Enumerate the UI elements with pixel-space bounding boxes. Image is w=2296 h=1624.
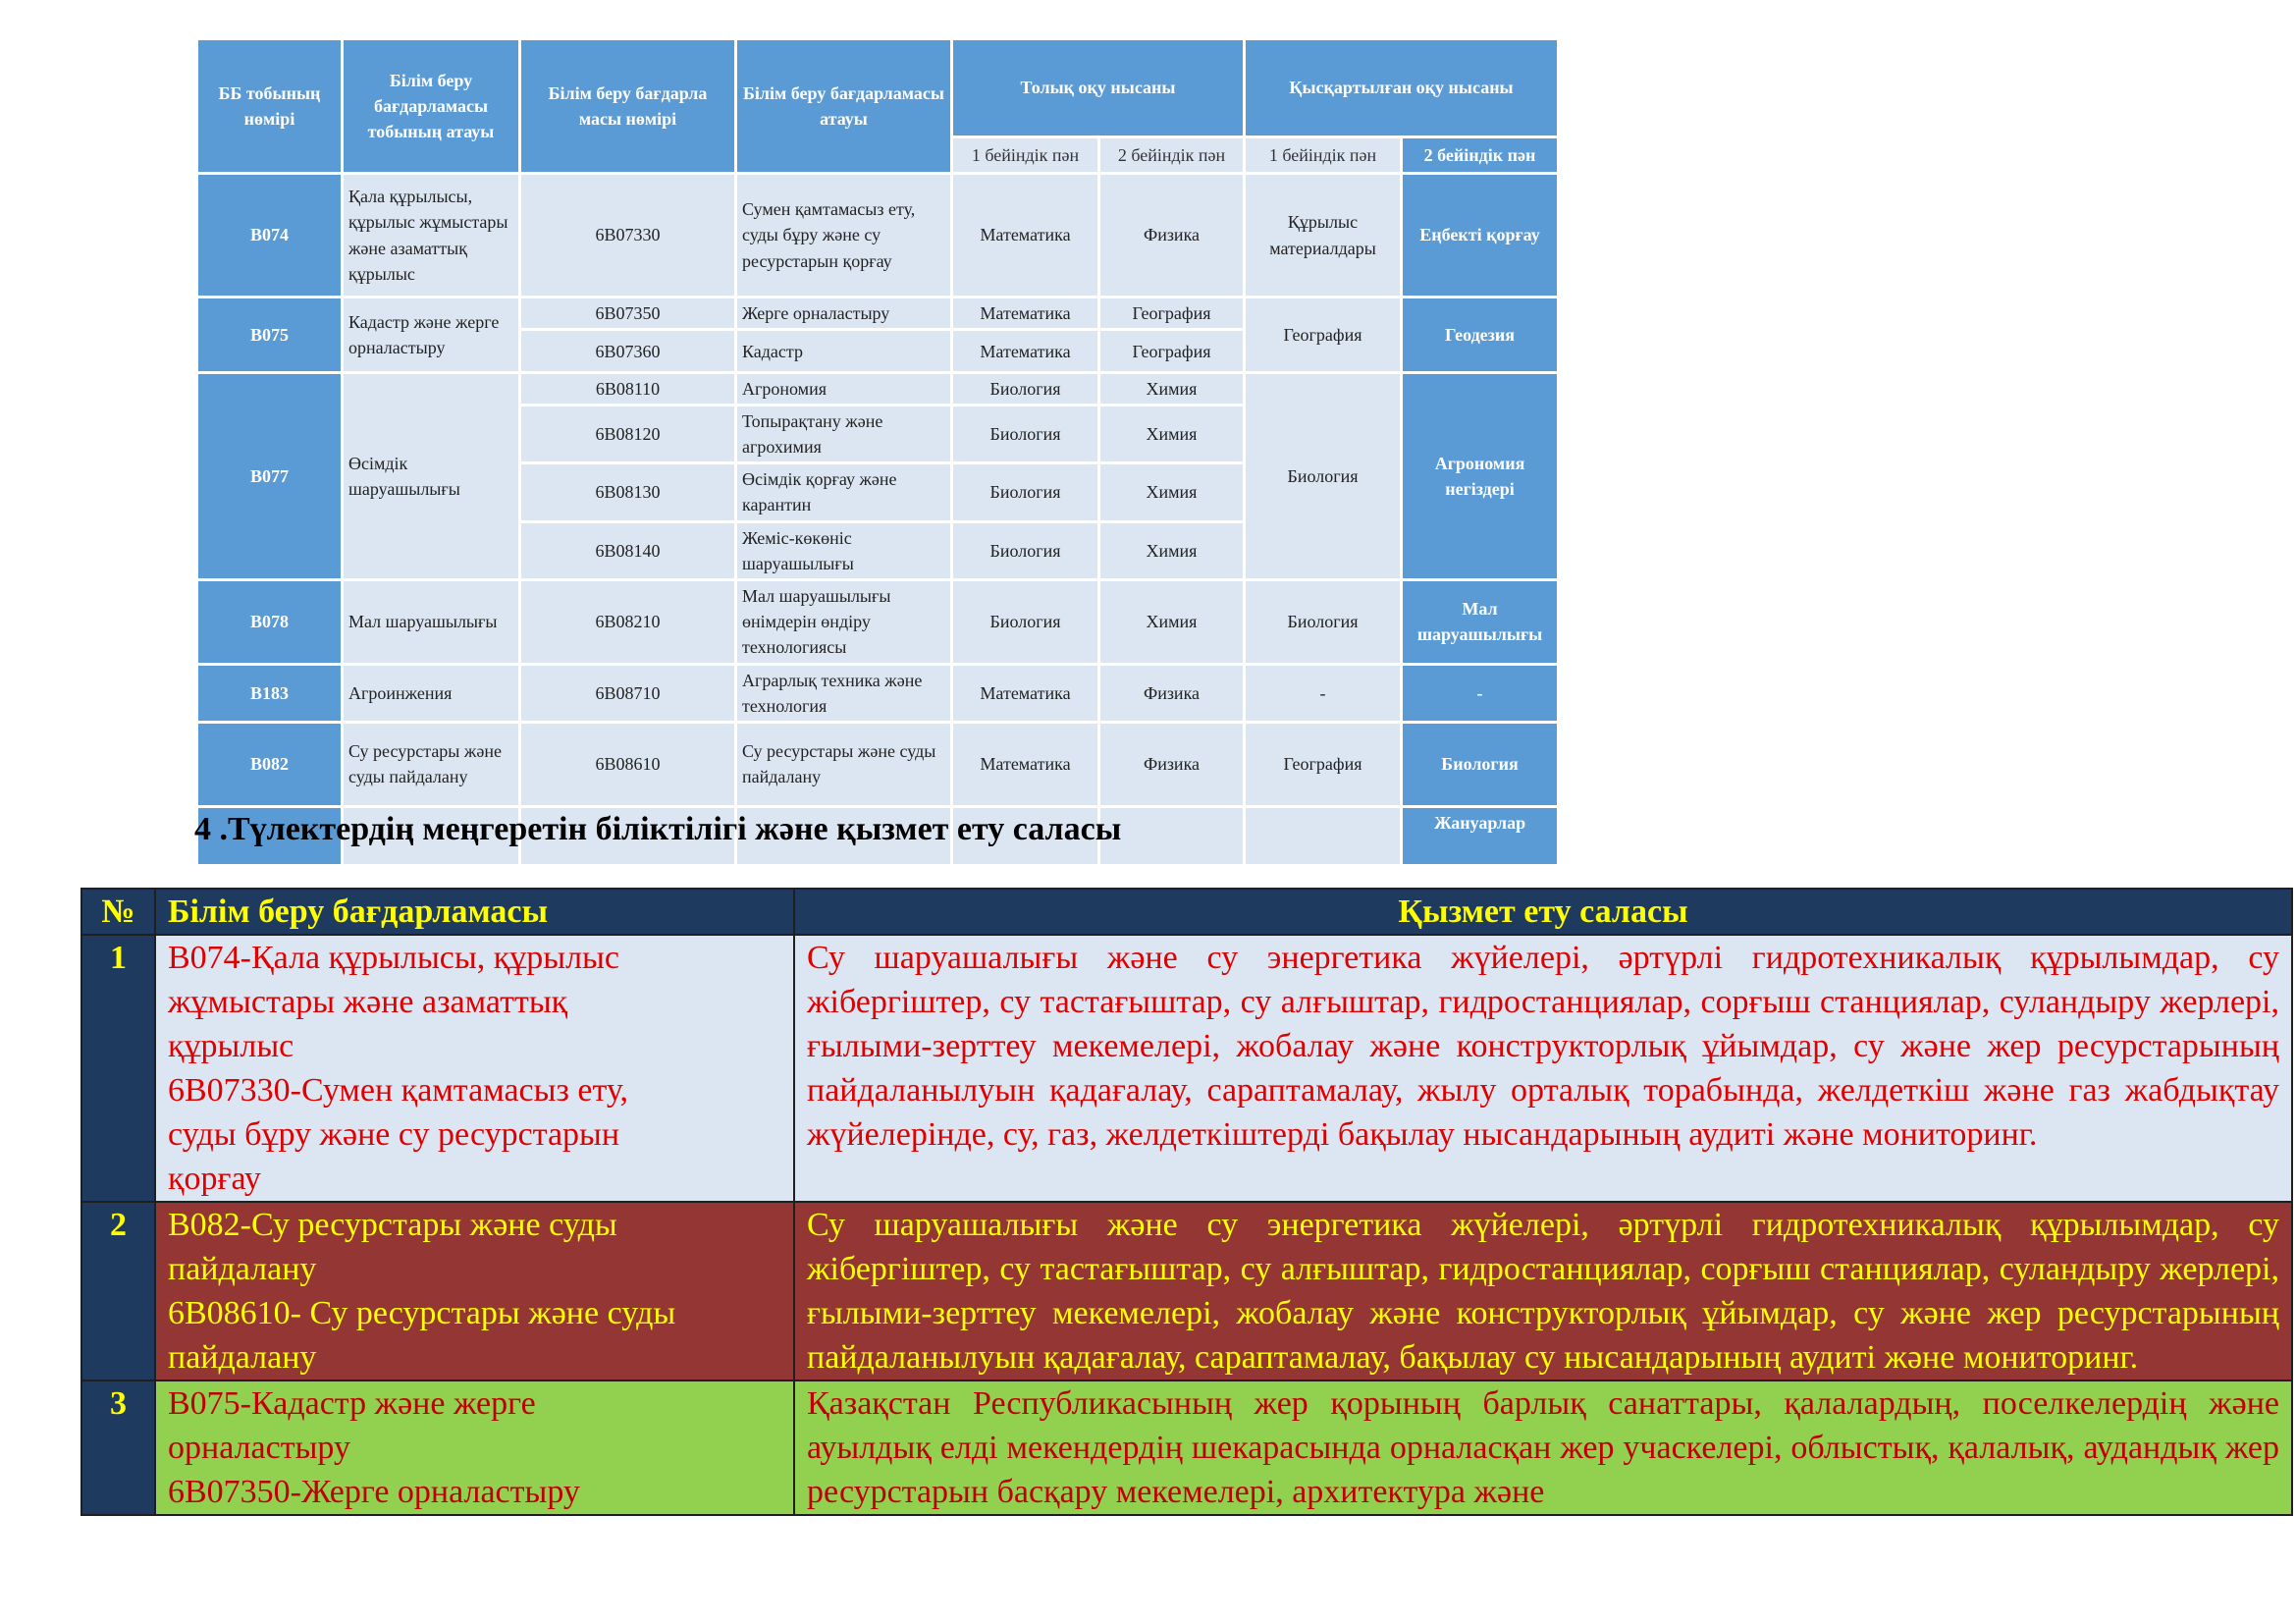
table-row [197, 664, 1559, 722]
group-code-cell: В077 [197, 373, 343, 580]
program-code-cell: 6В08210 [520, 579, 736, 664]
table-row [197, 373, 1559, 406]
program-code-cell: 6В07330 [520, 174, 736, 298]
program-name-cell: Топырақтану және агрохимия [736, 406, 952, 463]
subject-2-cell: Химия [1099, 579, 1245, 664]
short-subject-2-cell: - [1402, 664, 1559, 722]
row-number: 3 [81, 1380, 155, 1515]
group-name-cell: Мал шаруашылығы [343, 579, 520, 664]
group-code-cell: В183 [197, 664, 343, 722]
short-subject-2-cell: Геодезия [1402, 298, 1559, 373]
short-subject-2-cell: Еңбекті қорғау [1402, 174, 1559, 298]
short-subject-2-cell: Агрономия негіздері [1402, 373, 1559, 580]
subject-1-cell: Биология [952, 579, 1099, 664]
group-code-cell: В075 [197, 298, 343, 373]
subject-1-cell: Биология [952, 463, 1099, 521]
program-code-cell: 6В07350 [520, 298, 736, 330]
short-subject-1-cell: География [1245, 298, 1402, 373]
program-cell: В082-Су ресурстары және суды пайдалану 6В08610- Су ресурстары және суды пайдалану [155, 1202, 794, 1380]
qualification-table [80, 888, 2293, 1516]
admission-subjects-table [195, 37, 1560, 867]
subject-2-cell: Физика [1099, 174, 1245, 298]
program-name-cell: Су ресурстары және суды пайдалану [736, 722, 952, 806]
table-row [197, 298, 1559, 330]
program-name-cell: Жеміс-көкөніс шаруашылығы [736, 521, 952, 579]
header-group-code: ББ тобының нөмірі [197, 39, 343, 174]
header-program: Білім беру бағдарламасы [155, 889, 794, 935]
group-name-cell: Өсімдік шаруашылығы [343, 373, 520, 580]
program-name-cell: Аграрлық техника және технология [736, 664, 952, 722]
subject-1-cell: Математика [952, 722, 1099, 806]
subject-2-cell: Химия [1099, 406, 1245, 463]
subject-2-cell: Химия [1099, 521, 1245, 579]
group-name-cell: Кадастр және жерге орналастыру [343, 298, 520, 373]
program-code-cell: 6В08710 [520, 664, 736, 722]
program-name-cell: Сумен қамтамасыз ету, суды бұру және су ресурстарын қорғау [736, 174, 952, 298]
header-full-form: Толық оқу нысаны [952, 39, 1245, 137]
program-code-cell: 6В08140 [520, 521, 736, 579]
scope-cell: Су шаруашалығы және су энергетика жүйелері, әртүрлі гидротехникалық құрылымдар, су жібергіштер, су тастағыштар, су алғыштар, гидростанциялар, сорғыш станциялар, суландыру жерлері, ғылыми-зерттеу мекемелері, жобалау және конструкторлық ұйымдар, су және жер ресурстарының пайдаланылуын қадағалау, сараптамалау, жылу орталық торабында, желдеткіш және газ жабдықтау жүйелерінде, су, газ, желдеткіштерді бақылау нысандарының аудиті және мониторинг. [794, 935, 2292, 1202]
subject-2-cell: Физика [1099, 722, 1245, 806]
program-code-cell: 6В08120 [520, 406, 736, 463]
program-name-cell: Кадастр [736, 330, 952, 373]
row-number: 2 [81, 1202, 155, 1380]
short-subject-2-cell: Мал шаруашылығы [1402, 579, 1559, 664]
group-name-cell: Қала құрылысы, құрылыс жұмыстары және азаматтық құрылыс [343, 174, 520, 298]
group-code-cell: В082 [197, 722, 343, 806]
subject-2-cell: География [1099, 298, 1245, 330]
short-subject-1-cell: - [1245, 664, 1402, 722]
header-short-form: Қысқартылған оқу нысаны [1245, 39, 1559, 137]
subject-1-cell: Биология [952, 406, 1099, 463]
subject-2-cell: География [1099, 330, 1245, 373]
table-row [197, 579, 1559, 664]
subject-1-cell: Математика [952, 664, 1099, 722]
qualification-table-wrap [80, 888, 2291, 1557]
scope-cell: Су шаруашалығы және су энергетика жүйелері, әртүрлі гидротехникалық құрылымдар, су жібергіштер, су тастағыштар, су алғыштар, гидростанциялар, сорғыш станциялар, суландыру жерлері, ғылыми-зерттеу мекемелері, жобалау және конструкторлық ұйымдар, су және жер ресурстарының пайдаланылуын қадағалау, сараптамалау, бақылау су нысандарының аудиті және мониторинг. [794, 1202, 2292, 1380]
program-name-cell: Өсімдік қорғау және карантин [736, 463, 952, 521]
header-short-subject-2: 2 бейіндік пән [1402, 137, 1559, 174]
subject-1-cell: Биология [952, 521, 1099, 579]
subject-1-cell: Биология [952, 373, 1099, 406]
header-scope: Қызмет ету саласы [794, 889, 2292, 935]
section-heading: 4 .Түлектердің меңгеретін біліктілігі және қызмет ету саласы [194, 811, 1122, 847]
row-number: 1 [81, 935, 155, 1202]
header-number: № [81, 889, 155, 935]
subject-2-cell: Химия [1099, 373, 1245, 406]
short-subject-1-cell: География [1245, 722, 1402, 806]
short-subject-1-cell: Биология [1245, 373, 1402, 580]
table-row [81, 1202, 2292, 1380]
program-cell: В074-Қала құрылысы, құрылыс жұмыстары және азаматтық құрылыс 6В07330-Сумен қамтамасыз ету, суды бұру және су ресурстарын қорғау [155, 935, 794, 1202]
program-name-cell: Мал шаруашылығы өнімдерін өндіру технологиясы [736, 579, 952, 664]
scope-cell: Қазақстан Республикасының жер қорының барлық санаттары, қалалардың, поселкелердің және ауылдық елді мекендердің шекарасында орналасқан жер учаскелері, облыстық, қалалық, аудандық жер ресурстарын басқару мекемелері, архитектура және [794, 1380, 2292, 1515]
short-subject-2-cell: Жануарлар [1402, 806, 1559, 865]
header-short-subject-1: 1 бейіндік пән [1245, 137, 1402, 174]
header-full-subject-2: 2 бейіндік пән [1099, 137, 1245, 174]
subject-2-cell: Химия [1099, 463, 1245, 521]
short-subject-1-cell: Құрылыс материалдары [1245, 174, 1402, 298]
table-header-row [81, 889, 2292, 935]
group-name-cell: Су ресурстары және суды пайдалану [343, 722, 520, 806]
header-program-name: Білім беру бағдарламасы атауы [736, 39, 952, 174]
group-name-cell: Агроинжения [343, 664, 520, 722]
program-code-cell: 6В08610 [520, 722, 736, 806]
table-row [197, 722, 1559, 806]
program-code-cell: 6В08130 [520, 463, 736, 521]
header-program-code: Білім беру бағдарла масы нөмірі [520, 39, 736, 174]
subject-1-cell: Математика [952, 174, 1099, 298]
table-row [81, 1380, 2292, 1515]
program-name-cell: Жерге орналастыру [736, 298, 952, 330]
program-name-cell: Агрономия [736, 373, 952, 406]
table-row [197, 174, 1559, 298]
subject-1-cell: Математика [952, 330, 1099, 373]
short-subject-1-cell [1245, 806, 1402, 865]
program-cell: В075-Кадастр және жерге орналастыру 6В07350-Жерге орналастыру [155, 1380, 794, 1515]
group-code-cell: В078 [197, 579, 343, 664]
short-subject-1-cell: Биология [1245, 579, 1402, 664]
group-code-cell: В074 [197, 174, 343, 298]
program-code-cell: 6В07360 [520, 330, 736, 373]
header-full-subject-1: 1 бейіндік пән [952, 137, 1099, 174]
header-group-name: Білім беру бағдарламасы тобының атауы [343, 39, 520, 174]
subject-1-cell: Математика [952, 298, 1099, 330]
subject-2-cell: Физика [1099, 664, 1245, 722]
table-row [81, 935, 2292, 1202]
short-subject-2-cell: Биология [1402, 722, 1559, 806]
program-code-cell: 6В08110 [520, 373, 736, 406]
